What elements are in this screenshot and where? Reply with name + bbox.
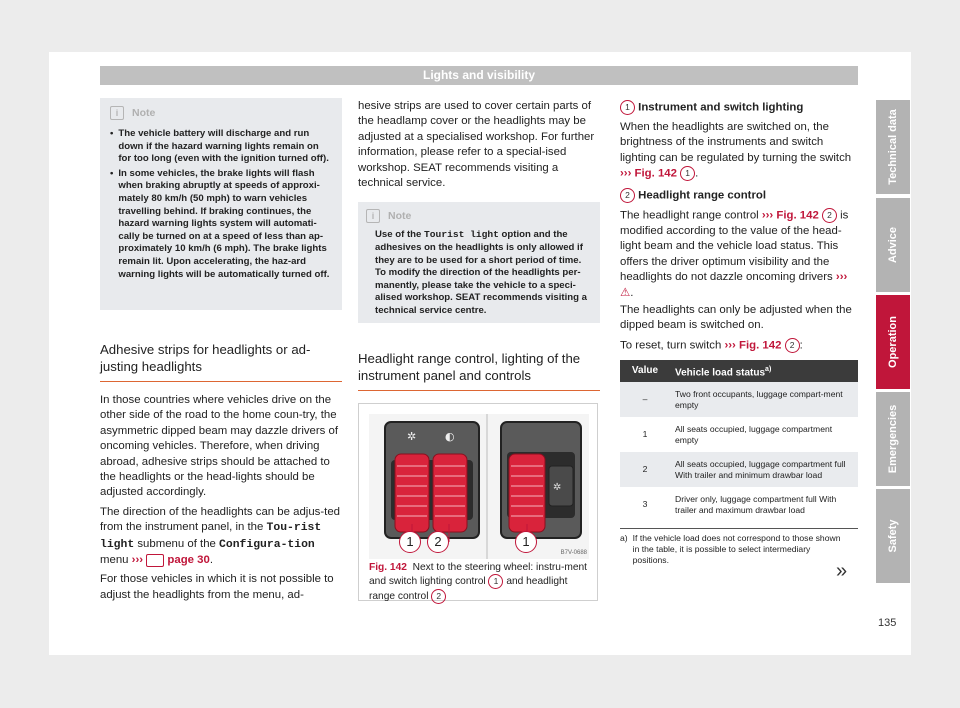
menu-icon <box>146 554 164 567</box>
page-number: 135 <box>878 617 897 629</box>
item-headlight-range <box>620 188 860 354</box>
figure-link[interactable]: ››› Fig. 142 <box>620 167 677 180</box>
svg-text:✲: ✲ <box>407 430 417 444</box>
section-title: Headlight range control, lighting of the instrument panel and controls <box>358 351 600 391</box>
paragraph: When the headlights are switched on, the brightness of the instruments and switch lighting can be regulated by turning the switch ››› Fig. 142 1 . <box>620 120 852 180</box>
column-3 <box>620 100 860 566</box>
note-header <box>110 106 332 120</box>
note-text: Use of the Tourist light option and the adhesives on the headlights is only allowed if they are to be used for a short period of time. To modify the direction of the headlights per-manently, please take the vehicle to a speci-alised workshop. SEAT recommends visiting a technical service centre. <box>375 229 588 316</box>
figure-callout: 1 <box>399 531 421 553</box>
warning-icon: ⚠ <box>620 286 631 299</box>
note-item: The vehicle battery will discharge and run down if the hazard warning lights remain on for too long (even with the ignition turned off). <box>118 128 329 165</box>
table-row <box>620 417 858 452</box>
figure-code: B7V-0688 <box>560 550 587 557</box>
table-cell: All seats occupied, luggage compartment empty <box>675 423 833 445</box>
info-icon: i <box>110 106 124 120</box>
table-row <box>620 487 858 522</box>
column-header: Vehicle load status$^{a)}$ <box>670 360 858 382</box>
menu-term: Configura-tion <box>219 538 315 551</box>
note-label: Note <box>388 210 412 223</box>
figure-link[interactable]: ››› Fig. 142 <box>724 339 782 352</box>
figure <box>358 403 598 601</box>
tab-safety[interactable]: Safety <box>876 489 910 583</box>
paragraph: The direction of the headlights can be adjus-ted from the instrument panel, in the Tou-rist light submenu of the Configura-tion menu ››› page 30. <box>100 505 340 567</box>
table-cell: – <box>620 382 670 417</box>
figure-caption: Fig. 142 Next to the steering wheel: instru-ment and switch lighting control 1 and headlight range control 2 <box>369 562 588 603</box>
body-text <box>358 99 600 191</box>
note-body <box>110 128 332 281</box>
tab-operation[interactable]: Operation <box>876 295 910 389</box>
paragraph: For those vehicles in which it is not possible to adjust the headlights from the menu, ad- <box>100 573 334 601</box>
figure-callout: 2 <box>427 531 449 553</box>
paragraph: In those countries where vehicles drive on the other side of the road to the home coun-try, the asymmetric dipped beam may dazzle drivers of oncoming vehicles. Therefore, when driving abroad, adhesive strips should be attached to the headlights or the head-lights should be adjusted accordingly. <box>100 394 339 499</box>
table-cell: 3 <box>642 499 648 509</box>
item-heading: 2 Headlight range control <box>620 188 860 204</box>
load-status-table <box>620 360 858 522</box>
section-title: Adhesive strips for headlights or ad-justing headlights <box>100 342 342 382</box>
table-row <box>620 452 858 487</box>
note-bullet: • The vehicle battery will discharge and run down if the hazard warning lights remain on for too long (even with the ignition turned off). <box>110 128 332 166</box>
table-cell: 1 <box>642 429 648 439</box>
note-box <box>358 202 600 323</box>
note-body <box>366 229 592 317</box>
item-instrument-lighting <box>620 100 860 182</box>
page-link[interactable]: ››› page 30 <box>131 554 210 567</box>
svg-text:◐: ◐ <box>445 430 455 444</box>
page-header: Lights and visibility <box>100 66 858 85</box>
paragraph: The headlight range control ››› Fig. 142 2 is modified according to the value of the head-light beam and the vehicle load status. This offers the driver optimum visibility and the headlights do not dazzle oncoming drivers ››› ⚠. <box>620 209 849 299</box>
item-heading: 1 Instrument and switch lighting <box>620 100 860 116</box>
table-header-row <box>620 360 858 382</box>
body-text <box>100 393 342 603</box>
paragraph: hesive strips are used to cover certain parts of the headlamp cover or the headlights may be adjusted at a specialised workshop. For further information, please refer to a special-ised workshop. SEAT recommends visiting a technical service. <box>358 100 595 190</box>
column-2 <box>358 99 600 601</box>
tab-emergencies[interactable]: Emergencies <box>876 392 910 486</box>
continue-mark: » <box>836 560 848 582</box>
table-cell: Driver only, luggage compartment full With trailer and maximum drawbar load <box>675 493 837 515</box>
note-box <box>100 98 342 310</box>
paragraph: The headlights can only be adjusted when the dipped beam is switched on. <box>620 303 852 332</box>
tab-advice[interactable]: Advice <box>876 198 910 292</box>
table-cell: All seats occupied, luggage compartment full With trailer and minimum drawbar load <box>670 452 858 487</box>
column-header: Value <box>620 360 670 382</box>
note-header <box>366 209 592 223</box>
figure-callout: 1 <box>515 531 537 553</box>
table-footnote: a) If the vehicle load does not correspond to those shown in the table, it is possible to select intermediary positions. <box>620 533 841 565</box>
table-row <box>620 382 858 417</box>
menu-term: Tou-rist light <box>100 522 322 551</box>
svg-text:✲: ✲ <box>553 482 562 494</box>
table-cell: Two front occupants, luggage compart-ment empty <box>670 382 858 417</box>
figure-link[interactable]: ››› Fig. 142 <box>761 209 819 222</box>
note-label: Note <box>132 107 156 119</box>
note-bullet: • In some vehicles, the brake lights will flash when braking abruptly at speeds of approxi-mately 80 km/h (50 mph) to warn vehicles travelling behind. If braking continues, the hazard warning lights system will automati-cally be turned on at a speed of less than ap-proximately 10 km/h (6 mph). The brake lights remain lit. Upon accelerating, the haz-ard warning lights will be automatically turned off. <box>110 168 332 281</box>
tab-technical-data[interactable]: Technical data <box>876 100 910 194</box>
column-1 <box>100 98 342 607</box>
info-icon: i <box>366 209 380 223</box>
note-item: In some vehicles, the brake lights will flash when braking abruptly at speeds of approxi-mately 80 km/h (50 mph) to warn vehicles travelling behind. If braking continues, the hazard warning lights system will automati-cally be turned on at a speed of less than ap-proximately 10 km/h (6 mph). The brake lights remain lit. Upon accelerating, the haz-ard warning lights will be automatically turned off. <box>118 167 330 280</box>
paragraph: To reset, turn switch ››› Fig. 142 2 : <box>620 339 803 352</box>
table-cell: 2 <box>620 452 670 487</box>
